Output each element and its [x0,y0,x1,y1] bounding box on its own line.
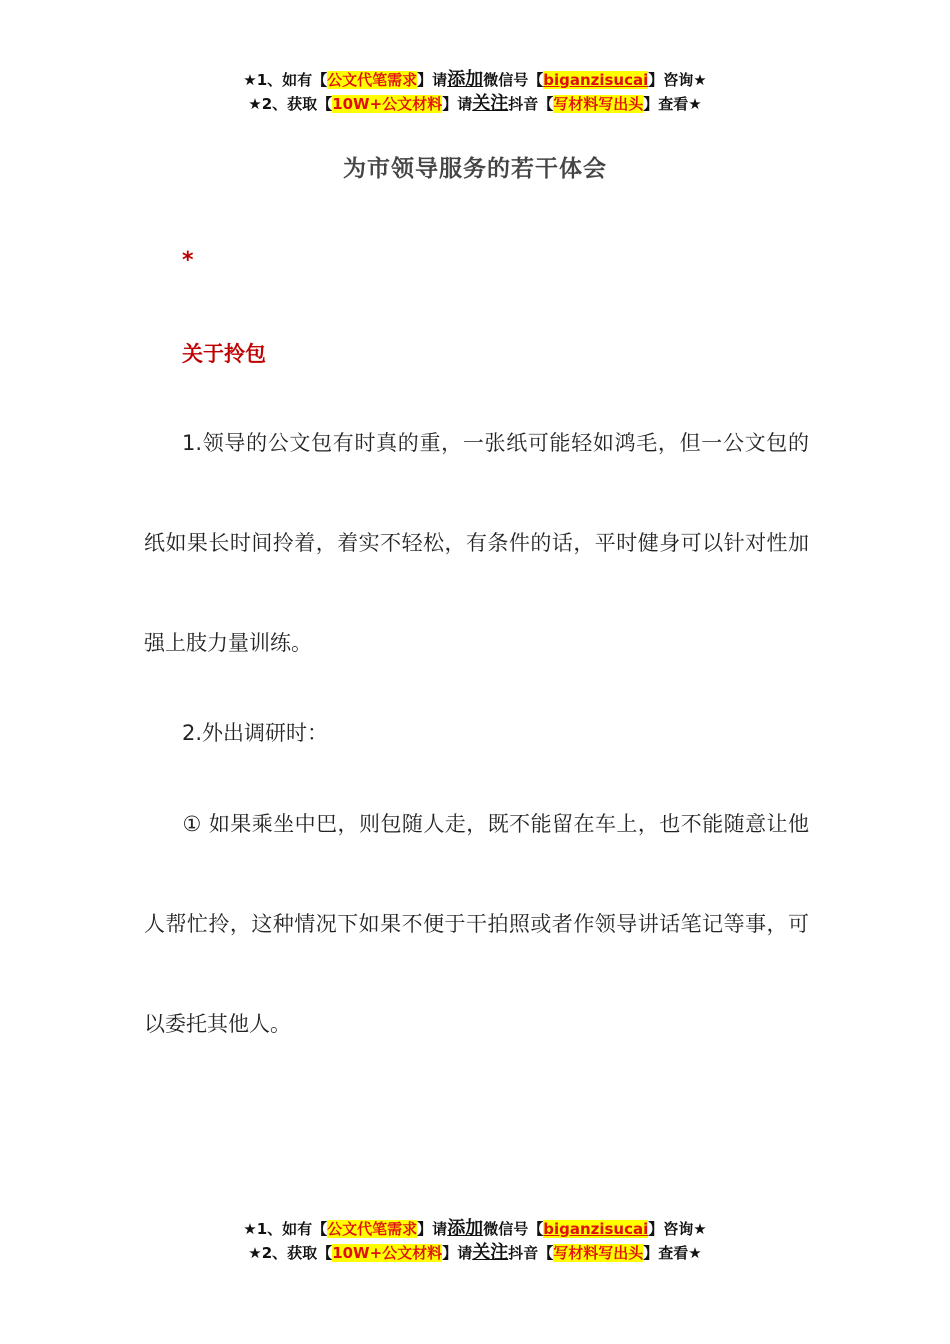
banner-text: 抖音【 [508,1244,554,1262]
bottom-banner [0,1217,950,1265]
banner-highlight: 10W+公文材料 [332,1244,443,1262]
banner-text: 微信号【 [483,71,544,89]
paragraph-2 [144,683,809,783]
banner-text: 】请 [417,71,448,89]
banner-text: 】咨询★ [648,71,707,89]
section-marker: * [182,248,194,273]
banner-wechat-id[interactable]: biganzisucai [543,1220,649,1238]
paragraph-text: 2.外出调研时： [182,721,329,745]
section-heading: 关于拎包 [182,342,266,366]
banner-emphasis: 添加 [447,69,484,90]
banner-emphasis: 关注 [472,93,509,114]
banner-emphasis: 关注 [472,1242,509,1263]
banner-line-2 [0,1241,950,1265]
banner-text: ★2、获取【 [248,1244,333,1262]
banner-highlight: 10W+公文材料 [332,95,443,113]
paragraph-3 [144,774,809,1074]
page-title: 为市领导服务的若干体会 [343,156,607,182]
banner-text: ★1、如有【 [243,71,328,89]
banner-line-1 [0,1217,950,1241]
banner-highlight: 公文代笔需求 [327,1220,418,1238]
banner-text: 】咨询★ [648,1220,707,1238]
banner-highlight: 公文代笔需求 [327,71,418,89]
banner-text: 】请 [442,1244,473,1262]
banner-douyin-id[interactable]: 写材料写出头 [553,1244,644,1262]
banner-line-2 [0,92,950,116]
paragraph-1 [144,393,809,693]
paragraph-text: ① 如果乘坐中巴，则包随人走，既不能留在车上，也不能随意让他人帮忙拎，这种情况下如果不便于干拍照或者作领导讲话笔记等事，可以委托其他人。 [144,812,809,1036]
banner-douyin-id[interactable]: 写材料写出头 [553,95,644,113]
top-banner [0,68,950,116]
banner-text: 抖音【 [508,95,554,113]
banner-text: ★2、获取【 [248,95,333,113]
banner-text: ★1、如有【 [243,1220,328,1238]
banner-wechat-id[interactable]: biganzisucai [543,71,649,89]
banner-text: 微信号【 [483,1220,544,1238]
paragraph-text: 1.领导的公文包有时真的重，一张纸可能轻如鸿毛，但一公文包的纸如果长时间拎着，着实不轻松，有条件的话，平时健身可以针对性加强上肢力量训练。 [144,431,809,655]
banner-emphasis: 添加 [447,1218,484,1239]
banner-line-1 [0,68,950,92]
banner-text: 】请 [442,95,473,113]
banner-text: 】查看★ [643,95,702,113]
banner-text: 】查看★ [643,1244,702,1262]
banner-text: 】请 [417,1220,448,1238]
